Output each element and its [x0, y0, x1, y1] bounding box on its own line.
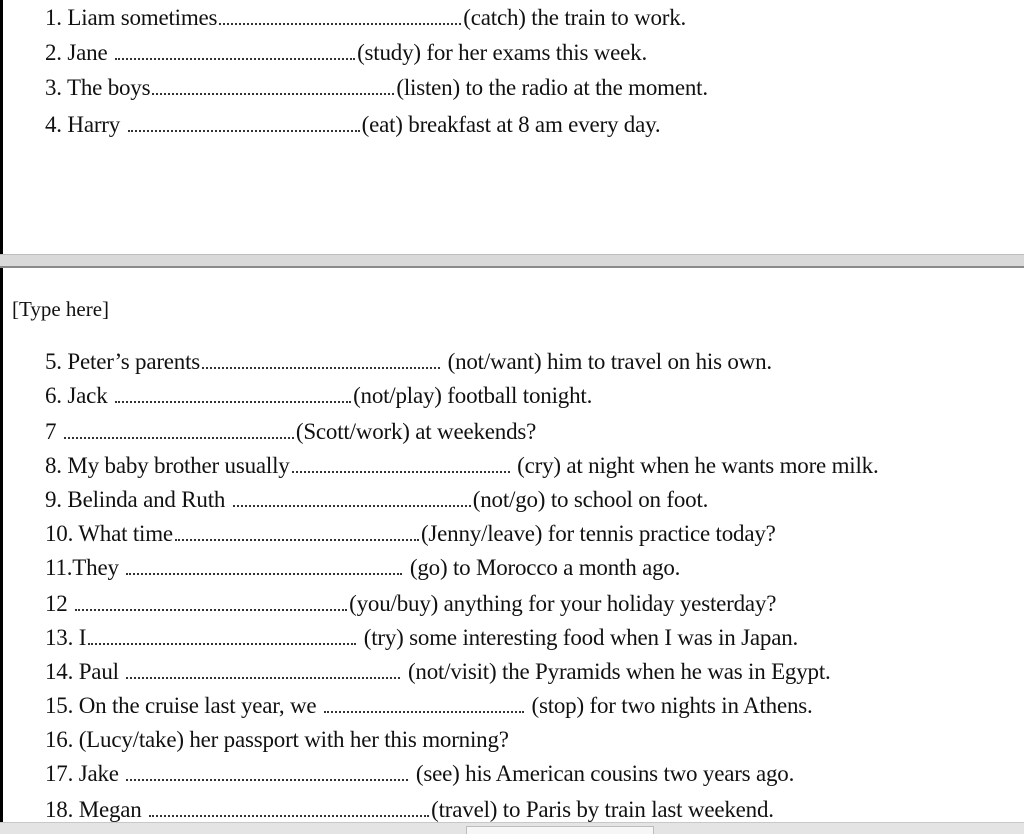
item-text-after: (cry) at night when he wants more milk.: [517, 453, 879, 478]
item-text-before: Paul: [78, 659, 119, 684]
exercise-item: [45, 39, 647, 67]
exercise-item: [45, 382, 592, 410]
item-text-before: Belinda and Ruth: [67, 487, 226, 512]
answer-blank[interactable]: [64, 435, 294, 439]
exercise-item: [45, 658, 831, 686]
item-text-before: Megan: [78, 797, 142, 822]
item-number: 14.: [45, 659, 74, 684]
page-break-separator: [0, 254, 1024, 268]
answer-blank[interactable]: [126, 571, 402, 575]
item-text-before: Liam sometimes: [67, 5, 218, 30]
exercise-item: [45, 486, 708, 514]
exercise-item: [45, 554, 680, 582]
document-page-bottom: [0, 268, 1024, 834]
item-text-before: The boys: [67, 75, 151, 100]
exercise-item: [45, 348, 772, 376]
item-text-after: (Lucy/take) her passport with her this morning?: [78, 727, 509, 752]
exercise-item: [45, 692, 813, 720]
exercise-item: [45, 74, 708, 102]
answer-blank[interactable]: [233, 503, 471, 507]
item-text-before: Jane: [67, 40, 108, 65]
item-text-before: Jack: [67, 383, 108, 408]
answer-blank[interactable]: [149, 813, 429, 817]
item-text-before: They: [72, 555, 119, 580]
item-number: 6.: [45, 383, 62, 408]
item-text-before: I: [78, 625, 87, 650]
exercise-item: [45, 4, 686, 32]
item-text-after: (Jenny/leave) for tennis practice today?: [420, 521, 776, 546]
item-text-after: (Scott/work) at weekends?: [295, 419, 537, 444]
answer-blank[interactable]: [175, 537, 419, 541]
item-text-after: (travel) to Paris by train last weekend.: [431, 797, 774, 822]
answer-blank[interactable]: [128, 128, 360, 132]
item-number: 11.: [45, 555, 73, 580]
item-text-after: (not/visit) the Pyramids when he was in Egypt.: [407, 659, 831, 684]
answer-blank[interactable]: [126, 675, 400, 679]
item-text-before: Harry: [67, 112, 121, 137]
exercise-item: [45, 418, 536, 446]
item-text-after: (eat) breakfast at 8 am every day.: [361, 112, 661, 137]
item-text-after: (see) his American cousins two years ago.: [415, 761, 795, 786]
item-text-after: (not/play) football tonight.: [353, 383, 593, 408]
status-bar-field[interactable]: [466, 826, 654, 834]
item-text-after: (go) to Morocco a month ago.: [409, 555, 681, 580]
item-text-before: On the cruise last year, we: [78, 693, 317, 718]
answer-blank[interactable]: [152, 91, 394, 95]
exercise-item: [45, 760, 794, 788]
item-number: 9.: [45, 487, 62, 512]
document-page-top: [0, 0, 1024, 254]
item-text-after: (catch) the train to work.: [463, 5, 687, 30]
exercise-item: [45, 796, 774, 824]
item-text-after: (stop) for two nights in Athens.: [531, 693, 813, 718]
item-text-after: (try) some interesting food when I was in Japan.: [363, 625, 799, 650]
item-number: 18.: [45, 797, 74, 822]
answer-blank[interactable]: [88, 641, 356, 645]
item-number: 8.: [45, 453, 62, 478]
item-text-before: What time: [78, 521, 173, 546]
answer-blank[interactable]: [115, 399, 351, 403]
item-number: 10.: [45, 521, 74, 546]
item-text-after: (you/buy) anything for your holiday yesterday?: [349, 591, 777, 616]
answer-blank[interactable]: [292, 469, 510, 473]
exercise-item: [45, 111, 660, 139]
item-text-before: Jake: [78, 761, 119, 786]
item-text-after: (study) for her exams this week.: [357, 40, 648, 65]
item-number: 16.: [45, 727, 74, 752]
answer-blank[interactable]: [324, 709, 524, 713]
exercise-item: [45, 452, 879, 480]
item-text-after: (not/want) him to travel on his own.: [447, 349, 772, 374]
item-number: 4.: [45, 112, 62, 137]
item-number: 17.: [45, 761, 74, 786]
answer-blank[interactable]: [219, 21, 461, 25]
item-text-before: Peter’s parents: [67, 349, 201, 374]
header-placeholder[interactable]: [Type here]: [12, 297, 110, 321]
item-text-after: (not/go) to school on foot.: [472, 487, 709, 512]
item-number: 15.: [45, 693, 74, 718]
exercise-item: [45, 726, 509, 754]
answer-blank[interactable]: [75, 607, 347, 611]
item-number: 1.: [45, 5, 62, 30]
item-number: 5.: [45, 349, 62, 374]
item-number: 12: [45, 591, 68, 616]
exercise-item: [45, 520, 776, 548]
item-number: 7: [45, 419, 57, 444]
item-text-before: My baby brother usually: [67, 453, 290, 478]
answer-blank[interactable]: [115, 56, 355, 60]
exercise-item: [45, 590, 776, 618]
answer-blank[interactable]: [126, 777, 408, 781]
answer-blank[interactable]: [202, 365, 440, 369]
item-number: 3.: [45, 75, 62, 100]
item-number: 13.: [45, 625, 74, 650]
item-number: 2.: [45, 40, 62, 65]
exercise-item: [45, 624, 798, 652]
item-text-after: (listen) to the radio at the moment.: [396, 75, 708, 100]
